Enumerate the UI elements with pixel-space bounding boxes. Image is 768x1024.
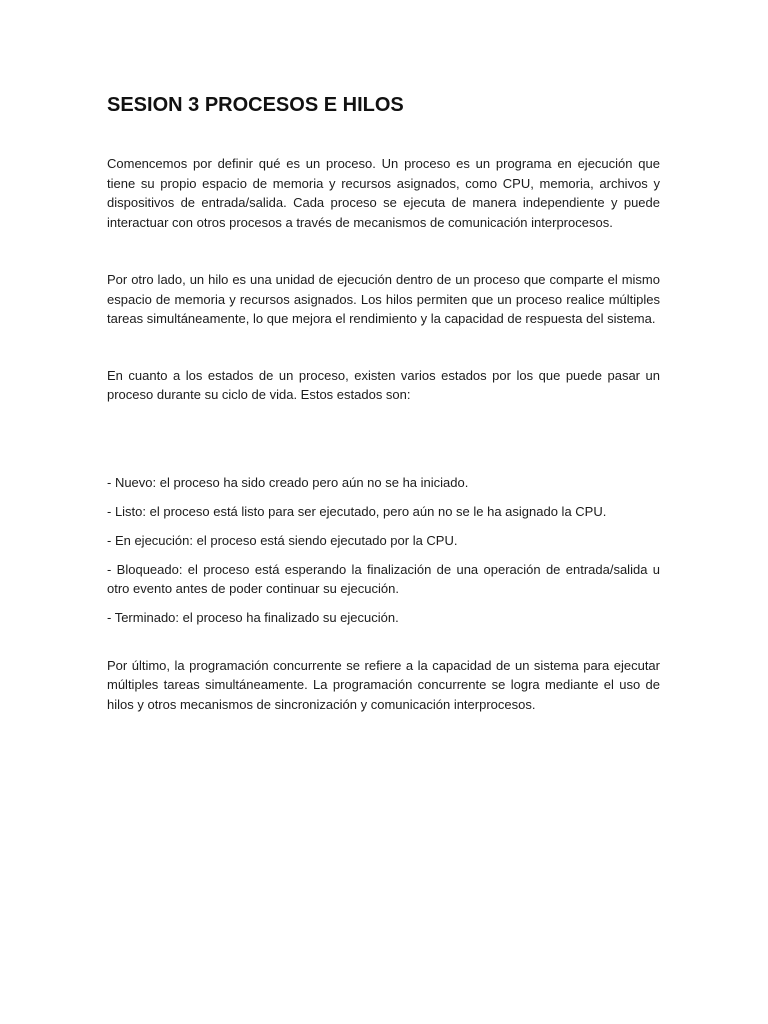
list-item-state-ready: - Listo: el proceso está listo para ser ejecutado, pero aún no se le ha asignado la CPU. [107,503,607,519]
list-item-state-terminated: - Terminado: el proceso ha finalizado su ejecución. [107,610,399,625]
page-title: SESION 3 PROCESOS E HILOS [107,94,404,116]
list-item-state-blocked: - Bloqueado: el proceso está esperando la finalización de una operación de entrada/salida u otro evento antes de poder continuar su ejecución. [107,561,660,596]
process-states-list [107,473,660,628]
paragraph-process-states-intro: En cuanto a los estados de un proceso, existen varios estados por los que puede pasar un proceso durante su ciclo de vida. Estos estados son: [107,367,660,402]
paragraph-concurrent-programming: Por último, la programación concurrente se refiere a la capacidad de un sistema para ejecutar múltiples tareas simultáneamente. La programación concurrente se logra mediante el uso de hilos y otros mecanismos de sincronización y comunicación interprocesos. [107,657,660,712]
list-item-state-new: - Nuevo: el proceso ha sido creado pero aún no se ha iniciado. [107,474,469,490]
paragraph-thread-definition: Por otro lado, un hilo es una unidad de ejecución dentro de un proceso que comparte el mismo espacio de memoria y recursos asignados. Los hilos permiten que un proceso realice múltiples tareas simultáneamente, lo que mejora el rendimiento y la capacidad de respuesta del sistema. [107,272,660,326]
list-item-state-running: - En ejecución: el proceso está siendo ejecutado por la CPU. [107,532,458,548]
paragraph-process-definition: Comencemos por definir qué es un proceso. Un proceso es un programa en ejecución que tiene su propio espacio de memoria y recursos asignados, como CPU, memoria, archivos y dispositivos de entrada/salida. Cada proceso se ejecuta de manera independiente y puede interactuar con otros procesos a través de mecanismos de comunicación interprocesos. [107,156,660,230]
